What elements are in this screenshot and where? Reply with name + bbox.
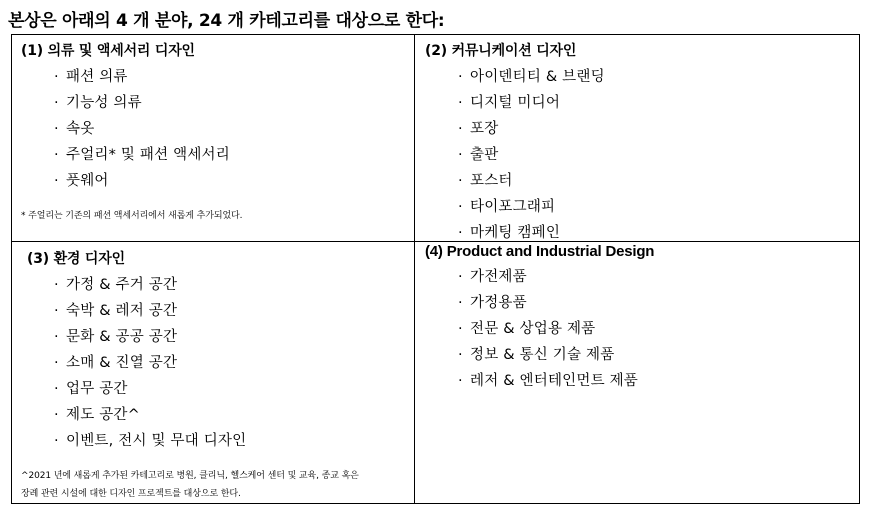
category-label: 기능성 의류 xyxy=(66,95,142,111)
list-item xyxy=(54,377,128,398)
list-item xyxy=(54,273,177,294)
bullet-mark: · xyxy=(458,95,463,111)
list-item xyxy=(54,429,246,450)
section-title: (1) 의류 및 액세서리 디자인 xyxy=(21,43,195,59)
bullet-mark: · xyxy=(54,277,59,293)
category-label: 타이포그래피 xyxy=(470,199,556,215)
bullet-mark: · xyxy=(54,95,59,111)
bullet-mark: · xyxy=(458,269,463,285)
bullet-mark: · xyxy=(458,69,463,85)
list-item xyxy=(458,117,498,138)
bullet-mark: · xyxy=(458,121,463,137)
list-item xyxy=(458,195,555,216)
bullet-mark: · xyxy=(54,147,59,163)
bullet-mark: · xyxy=(458,147,463,163)
list-item xyxy=(54,65,128,86)
category-table xyxy=(11,34,860,504)
category-label: 레저 & 엔터테인먼트 제품 xyxy=(470,373,639,389)
bullet-mark: · xyxy=(458,199,463,215)
bullet-mark: · xyxy=(54,329,59,345)
category-label: 출판 xyxy=(470,147,499,163)
list-item xyxy=(54,325,177,346)
row-divider xyxy=(12,241,859,242)
category-label: 패션 의류 xyxy=(66,69,128,85)
bullet-mark: · xyxy=(458,373,463,389)
section-title: (4) Product and Industrial Design xyxy=(425,243,655,260)
bullet-mark: · xyxy=(54,121,59,137)
category-label: 속옷 xyxy=(66,121,95,137)
category-label: 제도 공간^ xyxy=(66,407,140,423)
category-label: 풋웨어 xyxy=(66,173,109,189)
category-label: 마케팅 캠페인 xyxy=(470,225,561,241)
list-item xyxy=(458,369,638,390)
category-label: 정보 & 통신 기술 제품 xyxy=(470,347,615,363)
bullet-mark: · xyxy=(54,303,59,319)
category-label: 전문 & 상업용 제품 xyxy=(470,321,596,337)
bullet-mark: · xyxy=(458,225,463,241)
list-item xyxy=(458,169,513,190)
bullet-mark: · xyxy=(54,407,59,423)
bullet-mark: · xyxy=(458,295,463,311)
footnote: * 주얼리는 기존의 패션 액세서리에서 새롭게 추가되었다. xyxy=(21,211,243,221)
list-item xyxy=(458,143,498,164)
bullet-mark: · xyxy=(54,355,59,371)
category-label: 아이덴티티 & 브랜딩 xyxy=(470,69,605,85)
category-label: 가전제품 xyxy=(470,269,527,285)
list-item xyxy=(458,343,614,364)
category-label: 포스터 xyxy=(470,173,513,189)
list-item xyxy=(54,403,140,424)
category-label: 포장 xyxy=(470,121,499,137)
list-item xyxy=(54,169,109,190)
bullet-mark: · xyxy=(54,381,59,397)
list-item xyxy=(54,351,177,372)
category-label: 디지털 미디어 xyxy=(470,95,561,111)
bullet-mark: · xyxy=(458,173,463,189)
category-label: 가정용품 xyxy=(470,295,527,311)
footnote: 장례 관련 시설에 대한 디자인 프로젝트를 대상으로 한다. xyxy=(21,489,241,499)
category-label: 이벤트, 전시 및 무대 디자인 xyxy=(66,433,247,449)
list-item xyxy=(54,299,177,320)
section-title: (3) 환경 디자인 xyxy=(27,251,125,267)
list-item xyxy=(458,65,605,86)
column-divider xyxy=(414,35,415,503)
list-item xyxy=(54,143,230,164)
category-label: 업무 공간 xyxy=(66,381,128,397)
bullet-mark: · xyxy=(458,321,463,337)
bullet-mark: · xyxy=(54,69,59,85)
list-item xyxy=(54,117,94,138)
category-label: 숙박 & 레저 공간 xyxy=(66,303,178,319)
list-item xyxy=(54,91,142,112)
list-item xyxy=(458,91,560,112)
bullet-mark: · xyxy=(458,347,463,363)
category-label: 주얼리* 및 패션 액세서리 xyxy=(66,147,230,163)
list-item xyxy=(458,265,527,286)
list-item xyxy=(458,221,560,242)
list-item xyxy=(458,291,527,312)
footnote: ^2021 년에 새롭게 추가된 카테고리로 병원, 클리닉, 헬스케어 센터 및 교육, 종교 혹은 xyxy=(21,471,359,481)
bullet-mark: · xyxy=(54,433,59,449)
list-item xyxy=(458,317,595,338)
bullet-mark: · xyxy=(54,173,59,189)
category-label: 가정 & 주거 공간 xyxy=(66,277,178,293)
section-title: (2) 커뮤니케이션 디자인 xyxy=(425,43,577,59)
category-label: 문화 & 공공 공간 xyxy=(66,329,178,345)
page-heading: 본상은 아래의 4 개 분야, 24 개 카테고리를 대상으로 한다: xyxy=(8,11,445,31)
category-label: 소매 & 진열 공간 xyxy=(66,355,178,371)
